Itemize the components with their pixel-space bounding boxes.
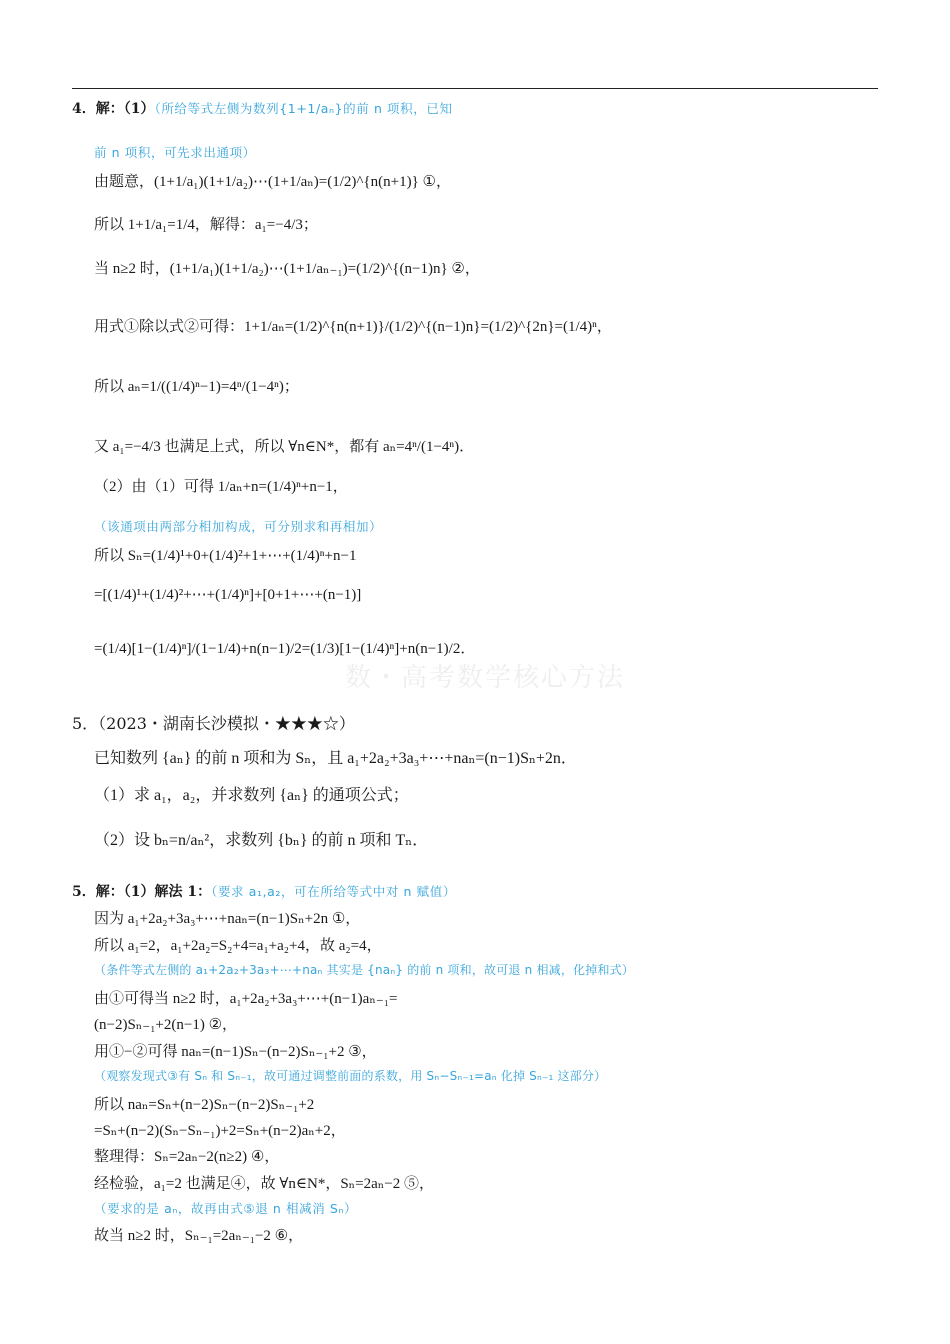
p4-line-3: 由题意，(1+1/a₁)(1+1/a₂)⋯(1+1/aₙ)=(1/2)^{n(n+1)} ①，	[94, 174, 451, 190]
p4-line-13: =(1/4)[1−(1/4)ⁿ]/(1−1/4)+n(n−1)/2=(1/3)[1−(1/4)ⁿ]+n(n−1)/2．	[94, 641, 476, 657]
p4-line-12: =[(1/4)¹+(1/4)²+⋯+(1/4)ⁿ]+[0+1+⋯+(n−1)]	[94, 587, 362, 603]
p4-line-11: 所以 Sₙ=(1/4)¹+0+(1/4)²+1+⋯+(1/4)ⁿ+n−1	[94, 548, 357, 564]
s5-line-9: 所以 naₙ=Sₙ+(n−2)Sₙ−(n−2)Sₙ₋₁+2	[94, 1097, 315, 1113]
s5-line-7: 用①−②可得 naₙ=(n−1)Sₙ−(n−2)Sₙ₋₁+2 ③，	[94, 1044, 377, 1060]
s5-line-5: 由①可得当 n≥2 时，a₁+2a₂+3a₃+⋯+(n−1)aₙ₋₁=	[94, 991, 398, 1007]
q5-header: 5．（2023・湖南长沙模拟・★★★☆）	[72, 714, 355, 733]
watermark: 数・高考数学核心方法	[345, 663, 626, 693]
top-rule	[72, 88, 878, 89]
s5-line-10: =Sₙ+(n−2)(Sₙ−Sₙ₋₁)+2=Sₙ+(n−2)aₙ+2，	[94, 1123, 346, 1139]
p4-line-8: 又 a₁=−4/3 也满足上式，所以 ∀n∈N*，都有 aₙ=4ⁿ/(1−4ⁿ)．	[94, 439, 475, 455]
s5-line-11: 整理得：Sₙ=2aₙ−2(n≥2) ④，	[94, 1149, 280, 1165]
s5-note-8: （观察发现式③有 Sₙ 和 Sₙ₋₁，故可通过调整前面的系数，用 Sₙ−Sₙ₋₁=aₙ 化掉 Sₙ₋₁ 这部分）	[94, 1069, 607, 1083]
p4-line-9: （2）由（1）可得 1/aₙ+n=(1/4)ⁿ+n−1，	[94, 479, 348, 495]
s5-note-1: （要求 a₁,a₂，可在所给等式中对 n 赋值）	[211, 884, 456, 899]
p4-line-1	[72, 101, 453, 118]
s5-note-4: （条件等式左侧的 a₁+2a₂+3a₃+⋯+naₙ 其实是 {naₙ} 的前 n 项和，故可退 n 相减，化掉和式）	[94, 963, 635, 977]
p4-line-5: 当 n≥2 时，(1+1/a₁)(1+1/a₂)⋯(1+1/aₙ₋₁)=(1/2)^{(n−1)n} ②，	[94, 261, 480, 277]
p4-note-2: 前 n 项积，可先求出通项）	[94, 145, 256, 160]
p4-line-6: 用式①除以式②可得：1+1/aₙ=(1/2)^{n(n+1)}/(1/2)^{(n−1)n}=(1/2)^{2n}=(1/4)ⁿ，	[94, 319, 612, 335]
q5-part-2: （2）设 bₙ=n/aₙ²，求数列 {bₙ} 的前 n 项和 Tₙ．	[94, 832, 429, 849]
s5-line-3: 所以 a₁=2，a₁+2a₂=S₂+4=a₁+a₂+4，故 a₂=4，	[94, 938, 382, 954]
p4-label: 4．解：（1）	[72, 101, 155, 117]
p4-line-7: 所以 aₙ=1/((1/4)ⁿ−1)=4ⁿ/(1−4ⁿ)；	[94, 379, 299, 395]
s5-note-13: （要求的是 aₙ，故再由式⑤退 n 相减消 Sₙ）	[94, 1201, 358, 1216]
s5-line-1	[72, 884, 456, 901]
q5-stem: 已知数列 {aₙ} 的前 n 项和为 Sₙ，且 a₁+2a₂+3a₃+⋯+naₙ=(n−1)Sₙ+2n．	[94, 750, 577, 767]
s5-line-2: 因为 a₁+2a₂+3a₃+⋯+naₙ=(n−1)Sₙ+2n ①，	[94, 911, 361, 927]
p4-note-10: （该通项由两部分相加构成，可分别求和再相加）	[94, 519, 383, 534]
s5-label: 5．解：（1）解法 1：	[72, 884, 212, 900]
s5-line-12: 经检验，a₁=2 也满足④，故 ∀n∈N*，Sₙ=2aₙ−2 ⑤，	[94, 1176, 434, 1192]
q5-part-1: （1）求 a₁，a₂，并求数列 {aₙ} 的通项公式；	[94, 787, 409, 804]
p4-note-1: （所给等式左侧为数列{1+1/aₙ}的前 n 项积，已知	[154, 101, 453, 116]
s5-line-6: (n−2)Sₙ₋₁+2(n−1) ②，	[94, 1017, 238, 1033]
s5-line-14: 故当 n≥2 时，Sₙ₋₁=2aₙ₋₁−2 ⑥，	[94, 1228, 304, 1244]
p4-line-4: 所以 1+1/a₁=1/4，解得：a₁=−4/3；	[94, 217, 318, 233]
